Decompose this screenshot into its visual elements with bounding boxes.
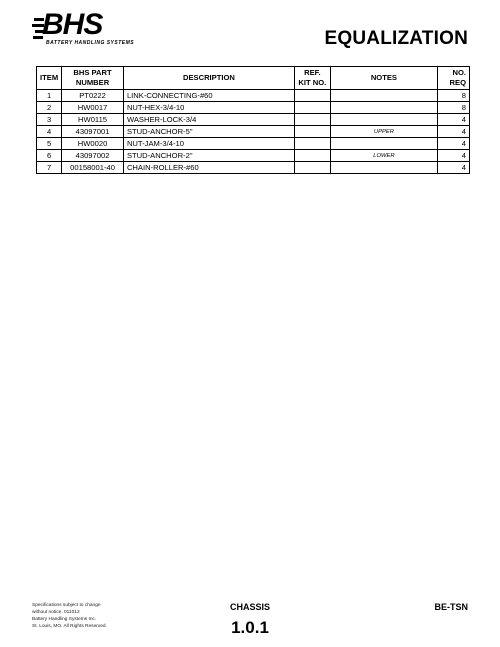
cell-item: 7: [37, 162, 62, 174]
header-part-number: BHS PART NUMBER: [62, 67, 124, 90]
table-row: [37, 150, 470, 162]
table-row: [37, 162, 470, 174]
cell-notes: UPPER: [330, 126, 437, 138]
cell-description: NUT-JAM-3/4-10: [123, 138, 294, 150]
header-description: DESCRIPTION: [123, 67, 294, 90]
disclaimer-line: St. Louis, MO. All Rights Reserved.: [32, 624, 107, 629]
table-header-row: [37, 67, 470, 90]
cell-description: CHAIN-ROLLER-#60: [123, 162, 294, 174]
cell-qty: 4: [438, 150, 470, 162]
logo-brand: BHS: [42, 8, 103, 41]
header-item: ITEM: [37, 67, 62, 90]
header-qty: NO. REQ: [438, 67, 470, 90]
cell-ref: [294, 102, 330, 114]
cell-part: HW0020: [62, 138, 124, 150]
cell-notes: [330, 90, 437, 102]
cell-description: WASHER-LOCK-3/4: [123, 114, 294, 126]
footer-model-code: BE-TSN: [434, 602, 468, 612]
cell-part: 43097001: [62, 126, 124, 138]
table-row: [37, 126, 470, 138]
cell-description: STUD-ANCHOR-5": [123, 126, 294, 138]
cell-part: HW0017: [62, 102, 124, 114]
table-row: [37, 114, 470, 126]
cell-qty: 8: [438, 90, 470, 102]
cell-qty: 4: [438, 126, 470, 138]
logo-tagline: BATTERY HANDLING SYSTEMS: [46, 40, 135, 46]
cell-notes: [330, 114, 437, 126]
cell-item: 1: [37, 90, 62, 102]
cell-qty: 4: [438, 114, 470, 126]
disclaimer-line: Battery Handling Systems Inc.: [32, 617, 97, 622]
cell-item: 3: [37, 114, 62, 126]
cell-description: STUD-ANCHOR-2": [123, 150, 294, 162]
cell-item: 4: [37, 126, 62, 138]
cell-ref: [294, 114, 330, 126]
page-title: EQUALIZATION: [324, 28, 468, 49]
cell-notes: [330, 138, 437, 150]
cell-ref: [294, 90, 330, 102]
footer-section-name: CHASSIS: [229, 602, 270, 612]
header-ref-kit: REF. KIT NO.: [294, 67, 330, 90]
cell-ref: [294, 138, 330, 150]
cell-part: 43097002: [62, 150, 124, 162]
cell-description: LINK-CONNECTING-#60: [123, 90, 294, 102]
cell-item: 6: [37, 150, 62, 162]
cell-part: PT0222: [62, 90, 124, 102]
table-row: [37, 102, 470, 114]
cell-part: 00158001-40: [62, 162, 124, 174]
cell-notes: [330, 102, 437, 114]
cell-item: 5: [37, 138, 62, 150]
cell-qty: 8: [438, 102, 470, 114]
cell-qty: 4: [438, 162, 470, 174]
cell-qty: 4: [438, 138, 470, 150]
cell-notes: LOWER: [330, 150, 437, 162]
header-notes: NOTES: [330, 67, 437, 90]
table-row: [37, 90, 470, 102]
page-number: 1.0.1: [231, 618, 269, 637]
cell-description: NUT-HEX-3/4-10: [123, 102, 294, 114]
table-row: [37, 138, 470, 150]
cell-part: HW0115: [62, 114, 124, 126]
cell-ref: [294, 162, 330, 174]
parts-table: [36, 66, 470, 174]
cell-item: 2: [37, 102, 62, 114]
cell-ref: [294, 150, 330, 162]
cell-ref: [294, 126, 330, 138]
cell-notes: [330, 162, 437, 174]
disclaimer-line: Specifications subject to change: [32, 603, 101, 608]
disclaimer-line: without notice. 011012: [32, 610, 80, 615]
